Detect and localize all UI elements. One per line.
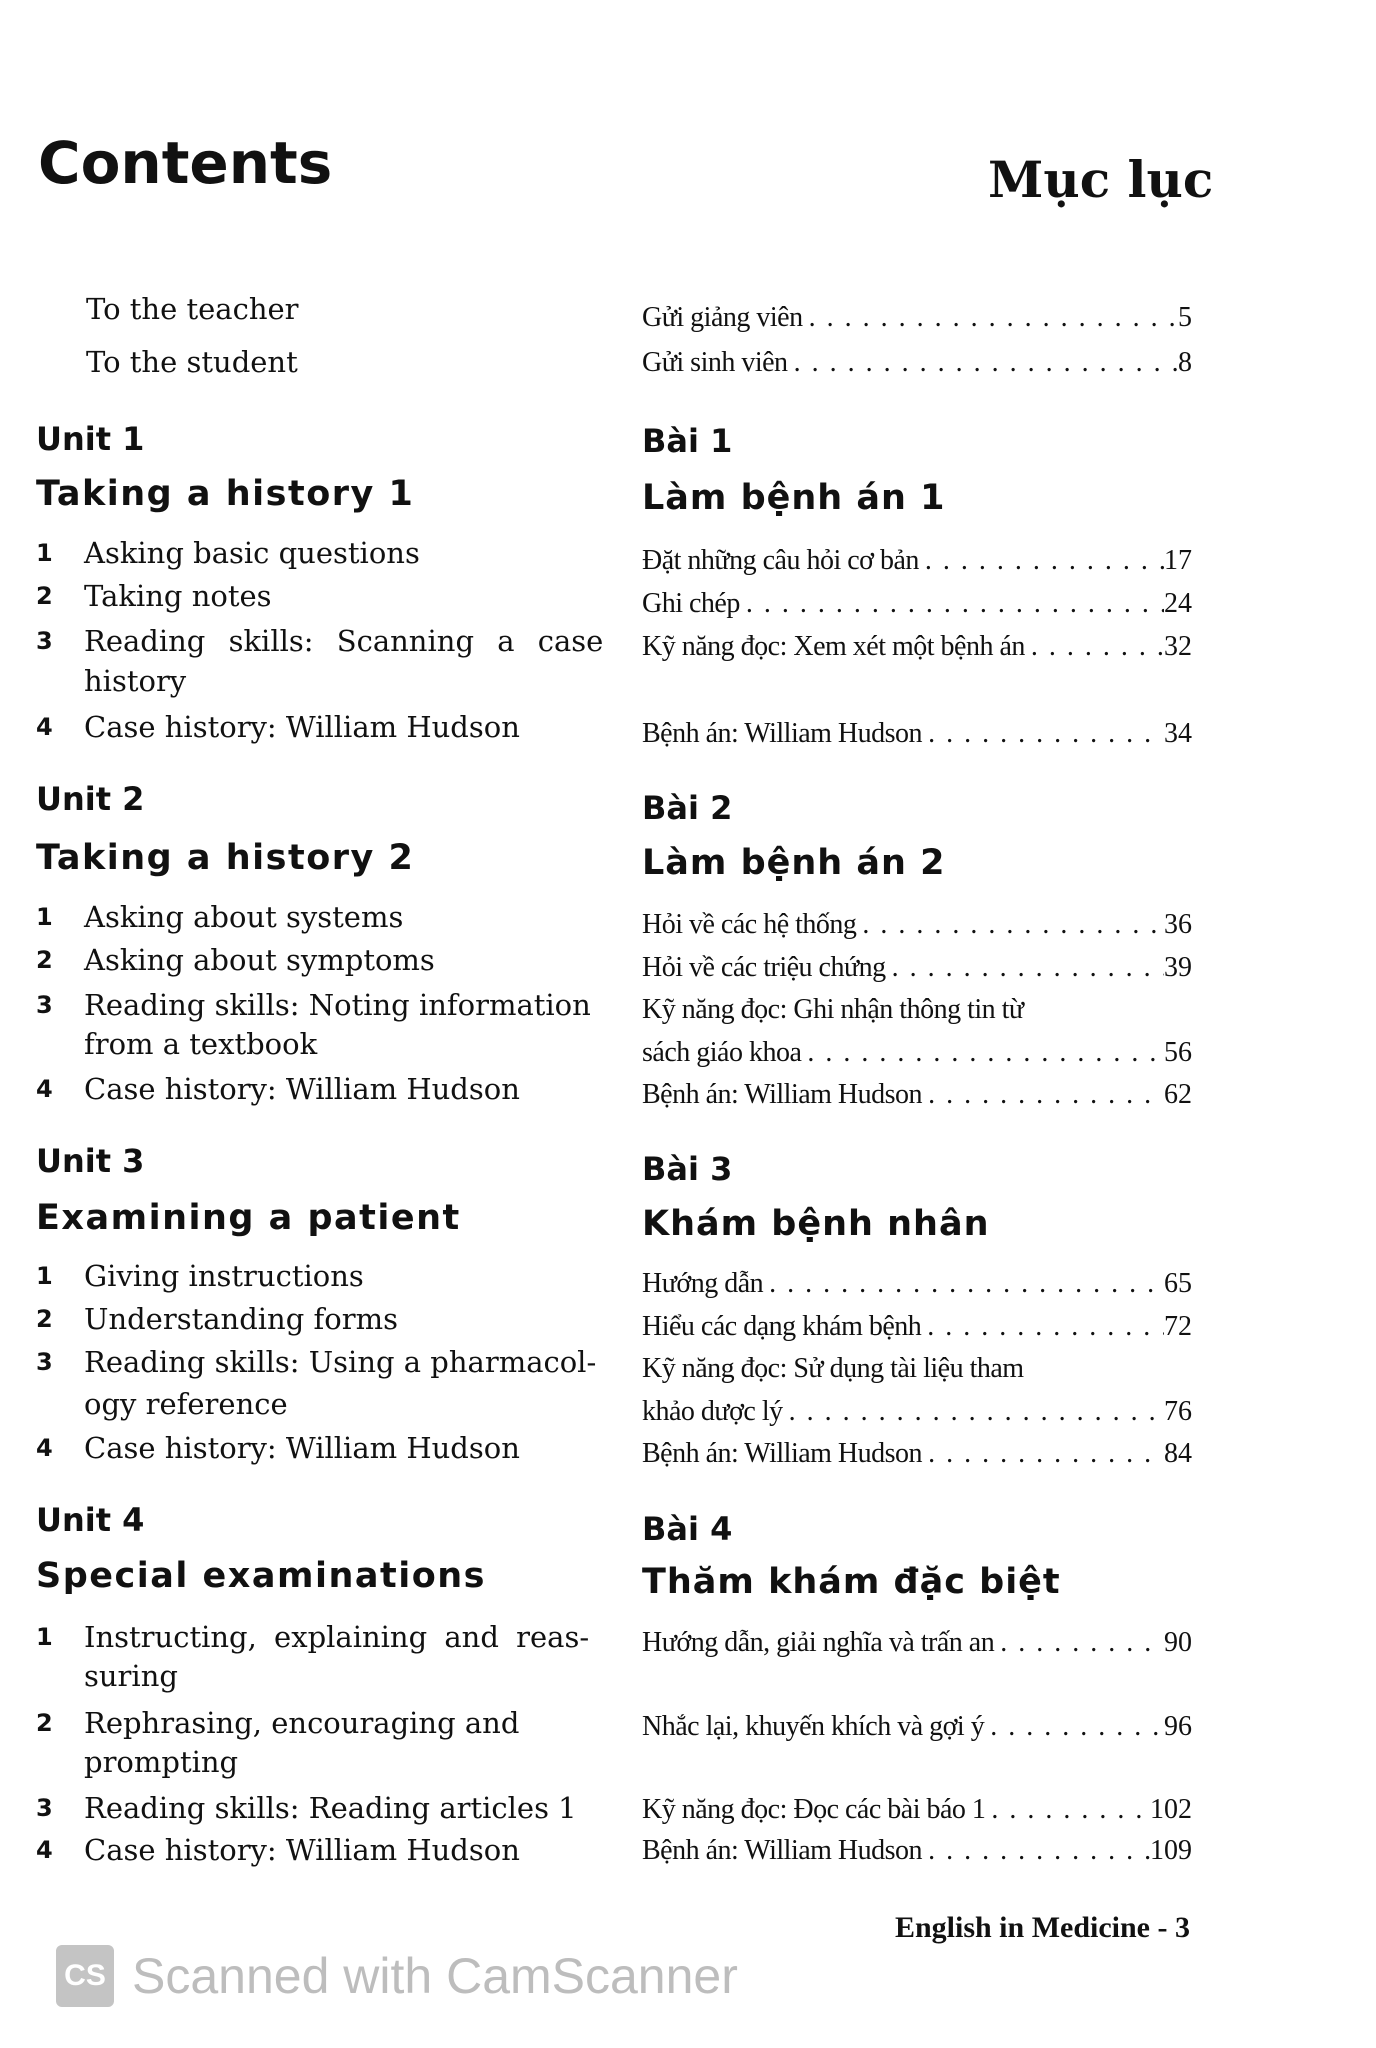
page-number: 17 [1164,545,1192,576]
item-number: 2 [36,582,53,610]
dot-leader [856,905,1164,945]
item-number: 2 [36,1305,53,1333]
unit-title-vi: Làm bệnh án 1 [642,478,946,518]
item-text: from a textbook [84,1027,318,1061]
dot-leader [740,584,1164,624]
item-number: 3 [36,1794,53,1822]
dot-leader [886,948,1164,988]
item-text: Rephrasing, encouraging and [84,1706,520,1740]
item-text: suring [84,1659,178,1693]
dot-leader [1025,627,1164,667]
item-number: 4 [36,1836,53,1864]
dot-leader [783,1392,1164,1432]
unit-title-vi: Khám bệnh nhân [642,1204,990,1244]
item-text: Case history: William Hudson [84,710,520,744]
item-number: 3 [36,1348,53,1376]
item-text: Case history: William Hudson [84,1833,520,1867]
item-number: 4 [36,1434,53,1462]
entry-label: Gửi sinh viên [642,347,788,378]
entry-label: Bệnh án: William Hudson [642,1079,923,1110]
entry-label: Kỹ năng đọc: Đọc các bài báo 1 [642,1794,986,1825]
toc-entry [642,627,1192,667]
page-number: 32 [1164,631,1192,662]
entry-label: Hướng dẫn [642,1268,764,1299]
unit-title: Taking a history 1 [36,474,415,514]
page-number: 96 [1164,1711,1192,1742]
item-number: 2 [36,1709,53,1737]
entry-label: Đặt những câu hỏi cơ bản [642,545,919,576]
intro-teacher: To the teacher [86,292,299,326]
bai-label: Bài 3 [642,1150,733,1188]
item-number: 4 [36,713,53,741]
page-number: 5 [1178,302,1192,333]
entry-label: Hướng dẫn, giải nghĩa và trấn an [642,1627,995,1658]
toc-entry [642,1831,1192,1871]
unit-title: Examining a patient [36,1198,461,1238]
page-number: 84 [1164,1438,1192,1469]
toc-entry [642,1434,1192,1474]
item-text: Case history: William Hudson [84,1072,520,1106]
page-number: 8 [1178,347,1192,378]
page-title-vi: Mục lục [988,150,1214,209]
entry-label: Kỹ năng đọc: Ghi nhận thông tin từ [642,994,1024,1025]
toc-entry [642,584,1192,624]
page-number: 56 [1164,1037,1192,1068]
page-number: 39 [1164,952,1192,983]
entry-label: Ghi chép [642,588,740,619]
camscanner-logo-icon: CS [56,1945,114,2007]
toc-entry [642,1033,1192,1073]
bai-label: Bài 1 [642,422,733,460]
dot-leader [994,1623,1164,1663]
item-number: 2 [36,946,53,974]
entry-label: sách giáo khoa [642,1037,802,1068]
item-text: Understanding forms [84,1302,398,1336]
page-number: 72 [1164,1311,1192,1342]
watermark-text: Scanned with CamScanner [132,1948,738,2004]
toc-entry [642,1075,1192,1115]
toc-entry-line1 [642,1349,1192,1389]
intro-student: To the student [86,345,298,379]
dot-leader [984,1707,1164,1747]
item-number: 4 [36,1075,53,1103]
dot-leader [919,541,1164,581]
entry-label: Kỹ năng đọc: Xem xét một bệnh án [642,631,1025,662]
dot-leader [921,1307,1164,1347]
item-text: Asking basic questions [84,536,420,570]
toc-entry [642,1790,1192,1830]
item-number: 1 [36,1623,53,1651]
bai-label: Bài 4 [642,1510,733,1548]
dot-leader [922,1434,1164,1474]
page-number: 36 [1164,909,1192,940]
entry-label: khảo dược lý [642,1396,783,1427]
entry-label: Bệnh án: William Hudson [642,1835,923,1866]
entry-label: Bệnh án: William Hudson [642,1438,923,1469]
toc-entry [642,1307,1192,1347]
item-text: Case history: William Hudson [84,1431,520,1465]
unit-title: Special examinations [36,1556,486,1596]
page-number: 76 [1164,1396,1192,1427]
item-number: 1 [36,1262,53,1290]
entry-label: Bệnh án: William Hudson [642,718,923,749]
item-text: Giving instructions [84,1259,364,1293]
item-text: ogy reference [84,1387,288,1421]
unit-title-vi: Thăm khám đặc biệt [642,1562,1061,1602]
dot-leader [985,1790,1150,1830]
item-text: history [84,664,187,698]
item-text: Asking about systems [84,900,404,934]
item-number: 3 [36,627,53,655]
item-text: Instructing, explaining and reas- [84,1620,590,1654]
toc-entry [642,541,1192,581]
entry-label: Nhắc lại, khuyến khích và gợi ý [642,1711,985,1742]
unit-label: Unit 1 [36,420,145,458]
toc-entry [642,905,1192,945]
unit-label: Unit 3 [36,1142,145,1180]
dot-leader [803,298,1178,338]
item-text: Reading skills: Reading articles 1 [84,1791,577,1825]
toc-entry [642,948,1192,988]
toc-entry [642,343,1192,383]
page-number: 62 [1164,1079,1192,1110]
dot-leader [801,1033,1164,1073]
page-number: 65 [1164,1268,1192,1299]
page-footer: English in Medicine - 3 [894,1911,1190,1944]
page-number: 34 [1164,718,1192,749]
dot-leader [922,1075,1164,1115]
item-text: prompting [84,1745,239,1779]
item-number: 1 [36,539,53,567]
toc-entry [642,714,1192,754]
entry-label: Kỹ năng đọc: Sử dụng tài liệu tham [642,1353,1024,1384]
camscanner-watermark [56,1944,738,2008]
toc-entry-line1 [642,990,1192,1030]
toc-entry [642,1392,1192,1432]
toc-entry [642,298,1192,338]
item-number: 1 [36,903,53,931]
item-text: Reading skills: Scanning a case [84,624,604,658]
dot-leader [763,1264,1164,1304]
page-number: 109 [1150,1835,1192,1866]
item-text: Reading skills: Noting information [84,988,591,1022]
toc-entry [642,1623,1192,1663]
dot-leader [788,343,1178,383]
page-title-en: Contents [38,129,333,197]
item-number: 3 [36,991,53,1019]
page-number: 102 [1150,1794,1192,1825]
page-number: 24 [1164,588,1192,619]
page-number: 90 [1164,1627,1192,1658]
dot-leader [922,1831,1150,1871]
entry-label: Gửi giảng viên [642,302,803,333]
unit-title-vi: Làm bệnh án 2 [642,843,946,883]
unit-label: Unit 4 [36,1501,145,1539]
dot-leader [922,714,1164,754]
item-text: Asking about symptoms [84,943,435,977]
entry-label: Hỏi về các hệ thống [642,909,857,940]
toc-entry [642,1264,1192,1304]
bai-label: Bài 2 [642,789,733,827]
entry-label: Hiểu các dạng khám bệnh [642,1311,922,1342]
entry-label: Hỏi về các triệu chứng [642,952,886,983]
unit-title: Taking a history 2 [36,838,415,878]
item-text: Reading skills: Using a pharmacol- [84,1345,597,1379]
item-text: Taking notes [84,579,272,613]
unit-label: Unit 2 [36,780,145,818]
toc-entry [642,1707,1192,1747]
